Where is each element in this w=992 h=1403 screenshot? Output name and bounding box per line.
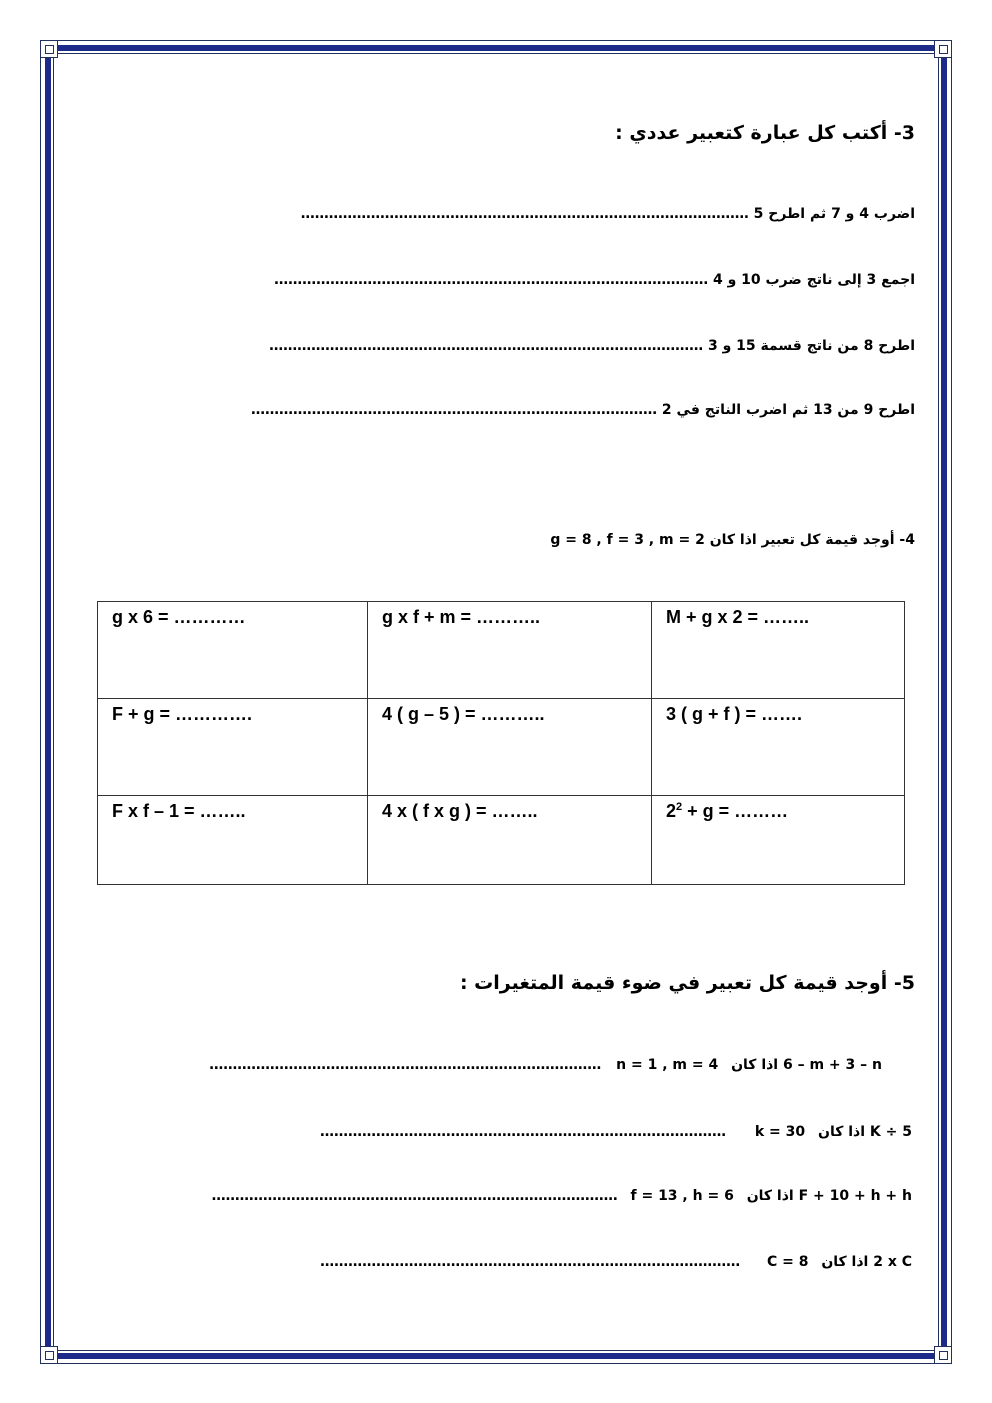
answer-line[interactable]: ………………………………………………………………………………… bbox=[274, 272, 709, 288]
answer-line[interactable]: ………………………………………………………………………………… bbox=[269, 338, 704, 354]
table-cell-power[interactable] bbox=[652, 796, 905, 885]
table-cell[interactable]: g x f + m = ……….. bbox=[368, 602, 652, 699]
section3-item bbox=[251, 402, 915, 418]
answer-line[interactable]: …………………………………………………………………………………… bbox=[300, 206, 749, 222]
power-rest: + g = ……… bbox=[682, 801, 789, 821]
corner-ornament-top-right bbox=[934, 40, 952, 58]
variable-values: f = 13 , h = 6 bbox=[630, 1188, 734, 1204]
table-cell[interactable]: g x 6 = ………… bbox=[98, 602, 368, 699]
variable-values: C = 8 bbox=[766, 1254, 809, 1270]
section4-heading-text: 4- أوجد قيمة كل تعبير اذا كان bbox=[709, 532, 915, 548]
condition-word: اذا كان bbox=[818, 1124, 866, 1140]
expression: 2 x C bbox=[873, 1254, 912, 1270]
table-cell[interactable]: F x f – 1 = …….. bbox=[98, 796, 368, 885]
section5-item bbox=[320, 1254, 912, 1270]
expression-table bbox=[97, 601, 905, 885]
variable-values: n = 1 , m = 4 bbox=[616, 1057, 719, 1073]
expression: K ÷ 5 bbox=[869, 1124, 912, 1140]
section3-item bbox=[269, 338, 915, 354]
corner-ornament-top-left bbox=[40, 40, 58, 58]
expression: F + 10 + h + h bbox=[798, 1188, 912, 1204]
answer-line[interactable]: …………………………………………………………………………… bbox=[251, 402, 658, 418]
condition-word: اذا كان bbox=[821, 1254, 869, 1270]
corner-ornament-bottom-left bbox=[40, 1346, 58, 1364]
item-text: اجمع 3 إلى ناتج ضرب 10 و 4 bbox=[712, 272, 915, 288]
section5-item bbox=[212, 1188, 912, 1204]
section4-heading bbox=[550, 532, 915, 548]
item-text: اطرح 9 من 13 ثم اضرب الناتج في 2 bbox=[661, 402, 915, 418]
power-base: 2 bbox=[666, 801, 677, 821]
answer-line[interactable]: ……………………………………………………………………………… bbox=[320, 1254, 741, 1270]
answer-line[interactable]: …………………………………………………………………………… bbox=[211, 1188, 618, 1204]
section5-heading: 5- أوجد قيمة كل تعبير في ضوء قيمة المتغيرات : bbox=[459, 972, 915, 994]
table-cell[interactable]: F + g = …………. bbox=[98, 699, 368, 796]
answer-line[interactable]: ………………………………………………………………………… bbox=[209, 1057, 602, 1073]
condition-word: اذا كان bbox=[746, 1188, 794, 1204]
table-cell[interactable]: 4 ( g – 5 ) = ……….. bbox=[368, 699, 652, 796]
item-text: اضرب 4 و 7 ثم اطرح 5 bbox=[753, 206, 915, 222]
section3-item bbox=[301, 206, 915, 222]
section5-item bbox=[209, 1057, 882, 1073]
condition-word: اذا كان bbox=[731, 1057, 779, 1073]
corner-ornament-bottom-right bbox=[934, 1346, 952, 1364]
variable-values: k = 30 bbox=[754, 1124, 806, 1140]
section5-item bbox=[320, 1124, 912, 1140]
given-values: g = 8 , f = 3 , m = 2 bbox=[550, 532, 705, 548]
expression: 6 – m + 3 – n bbox=[782, 1057, 882, 1073]
table-cell[interactable]: 3 ( g + f ) = ……. bbox=[652, 699, 905, 796]
table-cell[interactable]: 4 x ( f x g ) = …….. bbox=[368, 796, 652, 885]
section3-heading: 3- أكتب كل عبارة كتعبير عددي : bbox=[615, 122, 915, 144]
power-exponent: 2 bbox=[676, 801, 683, 813]
item-text: اطرح 8 من ناتج قسمة 15 و 3 bbox=[707, 338, 915, 354]
table-cell[interactable]: M + g x 2 = …….. bbox=[652, 602, 905, 699]
answer-line[interactable]: …………………………………………………………………………… bbox=[320, 1124, 726, 1140]
section3-item bbox=[274, 272, 915, 288]
